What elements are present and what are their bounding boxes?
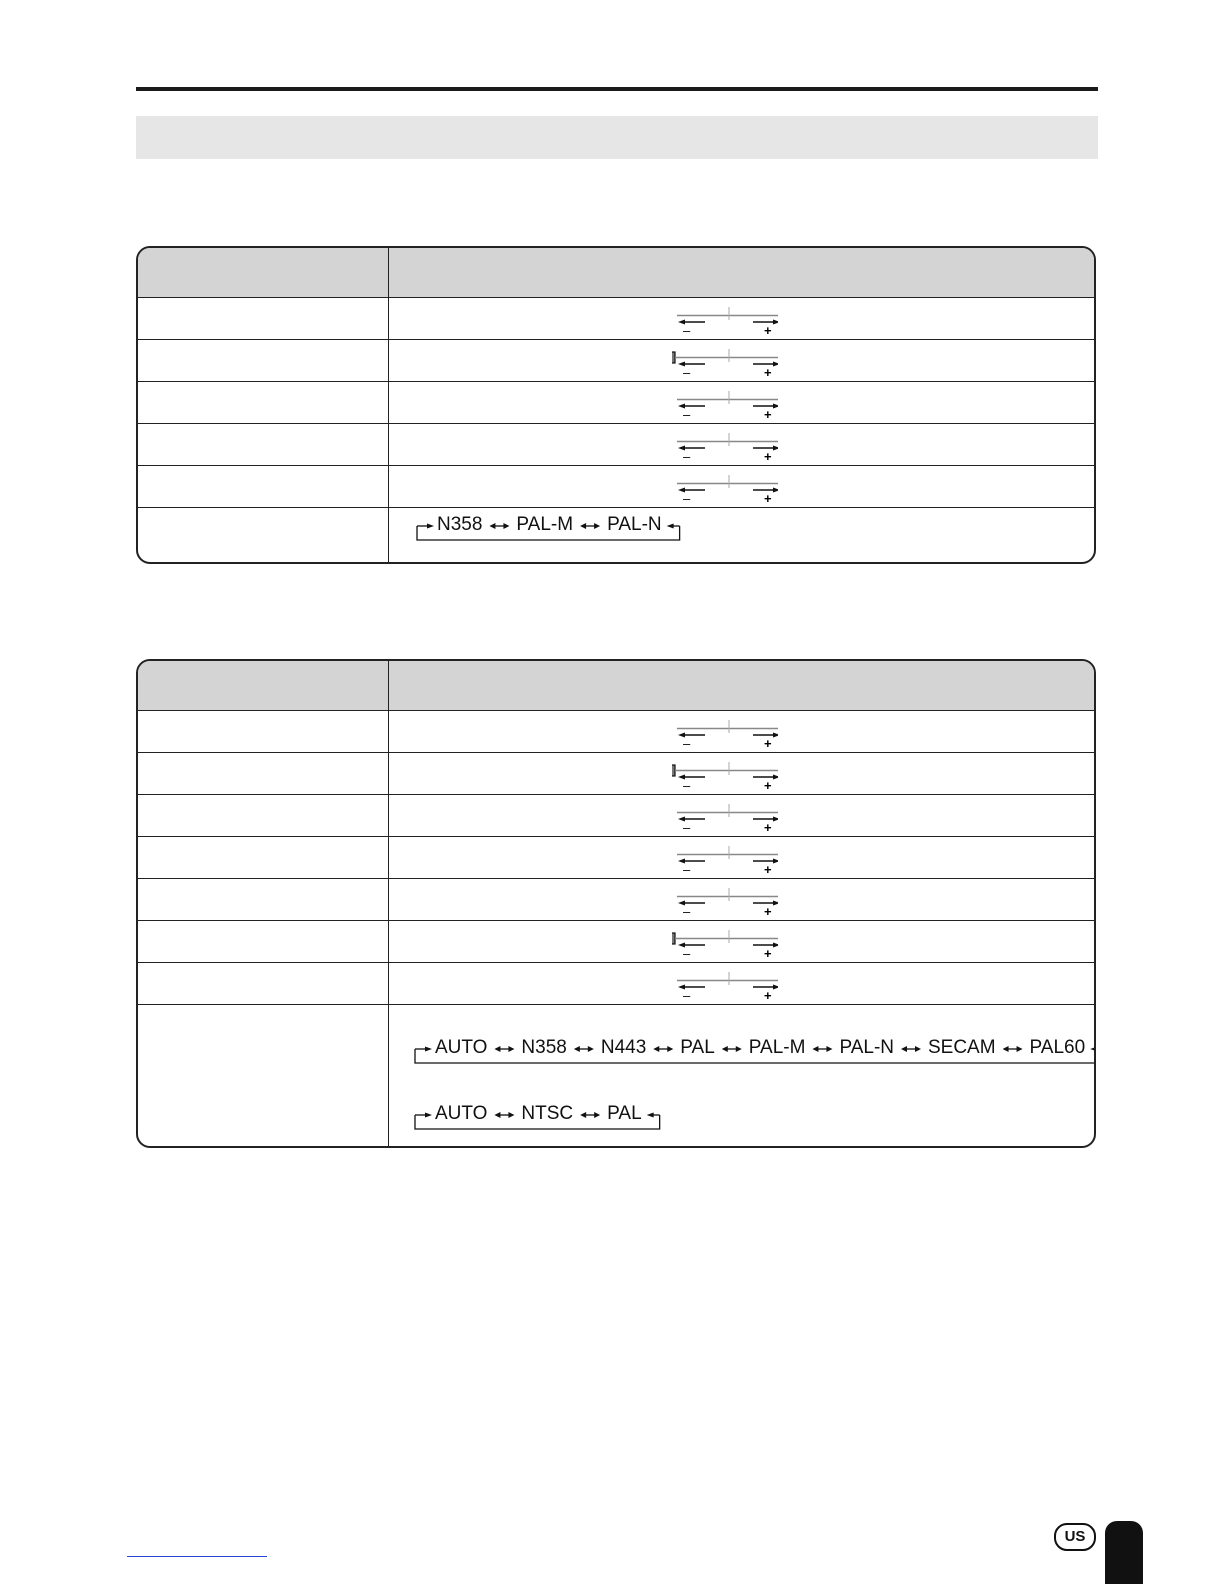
settings-table-2	[136, 659, 1096, 1148]
table-1-header-item-col	[138, 248, 389, 297]
plus-label: +	[764, 988, 772, 1001]
value-cell	[389, 837, 1094, 878]
signal-option-auto: AUTO	[435, 1103, 488, 1124]
us-region-badge: US	[1054, 1523, 1096, 1551]
minus-label: –	[683, 778, 691, 791]
signal-option-n443: N443	[600, 1037, 647, 1058]
value-cell	[389, 879, 1094, 920]
adjust-bar-icon	[672, 839, 778, 875]
adjust-bar-icon	[672, 713, 778, 749]
signal-option-pal-m: PAL-M	[516, 514, 574, 535]
section-title-band	[136, 116, 1098, 159]
signal-option-n358: N358	[437, 514, 483, 535]
table-2-row	[138, 753, 1094, 795]
item-cell	[138, 466, 389, 507]
table-2-row	[138, 921, 1094, 963]
plus-label: +	[764, 449, 772, 462]
minus-label: –	[683, 449, 691, 462]
minus-label: –	[683, 946, 691, 959]
table-2-header	[138, 661, 1094, 711]
link-underline	[127, 1556, 267, 1557]
page-tab	[1105, 1521, 1143, 1584]
plus-label: +	[764, 323, 772, 336]
value-cell	[389, 921, 1094, 962]
table-1-row	[138, 298, 1094, 340]
item-cell	[138, 508, 389, 564]
adjust-bar-icon	[672, 923, 778, 959]
minus-label: –	[683, 323, 691, 336]
signal-option-pal-n: PAL-N	[839, 1037, 894, 1058]
value-cell	[389, 340, 1094, 381]
signal-option-pal: PAL	[607, 1103, 642, 1124]
signal-option-auto: AUTO	[435, 1037, 488, 1058]
adjust-bar-icon	[672, 426, 778, 462]
color-system-cycle	[413, 514, 713, 554]
item-cell	[138, 921, 389, 962]
value-cell	[389, 795, 1094, 836]
adjust-bar-icon	[672, 300, 778, 336]
value-cell	[389, 963, 1094, 1004]
minus-label: –	[683, 862, 691, 875]
signal-option-pal60: PAL60	[1029, 1037, 1086, 1058]
color-system-cycle-a	[411, 1037, 1091, 1077]
adjust-bar-icon	[672, 965, 778, 1001]
plus-label: +	[764, 820, 772, 833]
item-cell	[138, 298, 389, 339]
item-cell	[138, 1005, 389, 1147]
settings-table-1	[136, 246, 1096, 564]
plus-label: +	[764, 778, 772, 791]
table-2-header-desc-col	[389, 661, 1094, 710]
value-cell	[389, 1005, 1094, 1147]
table-1-row	[138, 340, 1094, 382]
table-1-row	[138, 466, 1094, 508]
adjust-bar-icon	[672, 797, 778, 833]
minus-label: –	[683, 365, 691, 378]
color-system-cycle-b	[411, 1103, 671, 1143]
table-1-header	[138, 248, 1094, 298]
table-1-row	[138, 382, 1094, 424]
table-2-header-item-col	[138, 661, 389, 710]
plus-label: +	[764, 491, 772, 504]
signal-option-pal-n: PAL-N	[607, 514, 662, 535]
minus-label: –	[683, 904, 691, 917]
plus-label: +	[764, 407, 772, 420]
item-cell	[138, 879, 389, 920]
table-2-row	[138, 711, 1094, 753]
minus-label: –	[683, 407, 691, 420]
table-1-row-system	[138, 508, 1094, 564]
item-cell	[138, 753, 389, 794]
plus-label: +	[764, 365, 772, 378]
item-cell	[138, 340, 389, 381]
table-2-row	[138, 795, 1094, 837]
value-cell	[389, 711, 1094, 752]
signal-option-secam: SECAM	[927, 1037, 996, 1058]
signal-option-pal: PAL	[680, 1037, 715, 1058]
minus-label: –	[683, 736, 691, 749]
plus-label: +	[764, 904, 772, 917]
item-cell	[138, 837, 389, 878]
table-2-row	[138, 837, 1094, 879]
table-2-row	[138, 963, 1094, 1005]
value-cell	[389, 508, 1094, 564]
plus-label: +	[764, 736, 772, 749]
adjust-bar-icon	[672, 881, 778, 917]
plus-label: +	[764, 862, 772, 875]
table-1-header-desc-col	[389, 248, 1094, 297]
value-cell	[389, 424, 1094, 465]
item-cell	[138, 795, 389, 836]
adjust-bar-icon	[672, 342, 778, 378]
value-cell	[389, 382, 1094, 423]
adjust-bar-icon	[672, 384, 778, 420]
item-cell	[138, 711, 389, 752]
value-cell	[389, 753, 1094, 794]
item-cell	[138, 963, 389, 1004]
minus-label: –	[683, 988, 691, 1001]
adjust-bar-icon	[672, 755, 778, 791]
item-cell	[138, 424, 389, 465]
value-cell	[389, 298, 1094, 339]
value-cell	[389, 466, 1094, 507]
top-rule	[136, 87, 1098, 91]
signal-option-pal-m: PAL-M	[748, 1037, 806, 1058]
plus-label: +	[764, 946, 772, 959]
minus-label: –	[683, 491, 691, 504]
signal-option-ntsc: NTSC	[521, 1103, 574, 1124]
item-cell	[138, 382, 389, 423]
minus-label: –	[683, 820, 691, 833]
adjust-bar-icon	[672, 468, 778, 504]
table-1-row	[138, 424, 1094, 466]
table-2-row-system	[138, 1005, 1094, 1147]
table-2-row	[138, 879, 1094, 921]
signal-option-n358: N358	[521, 1037, 567, 1058]
